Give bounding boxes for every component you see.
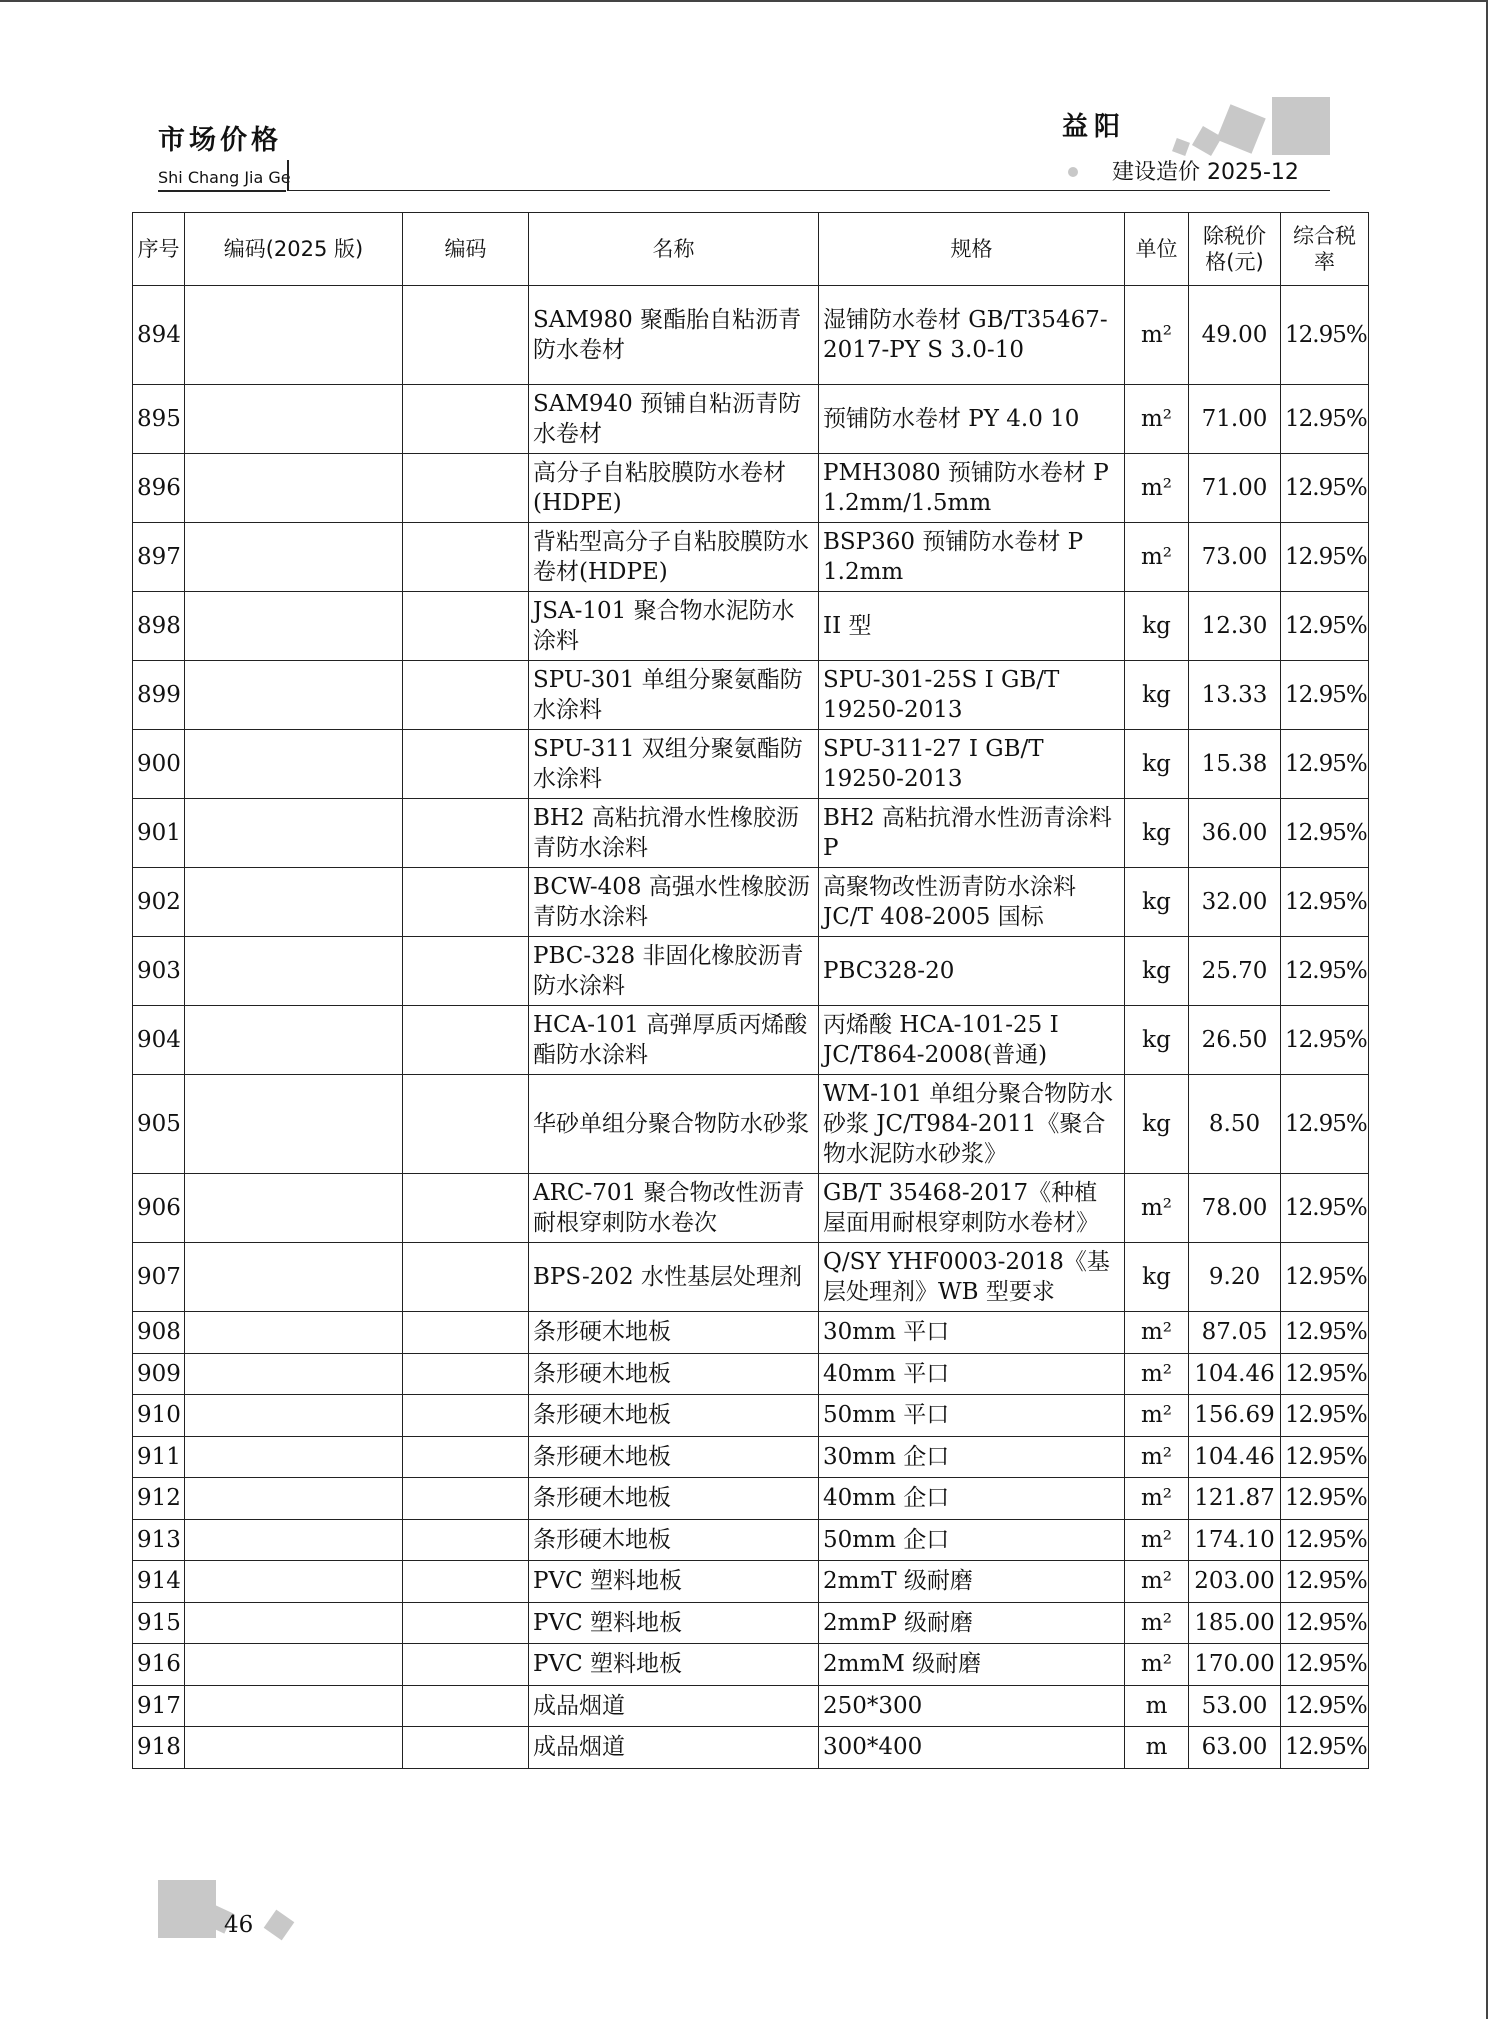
row-no: 899 [133, 661, 185, 730]
row-name: PVC 塑料地板 [529, 1644, 819, 1686]
row-code-2025 [185, 454, 403, 523]
row-price: 104.46 [1189, 1436, 1281, 1478]
header-code-2025: 编码(2025 版) [185, 213, 403, 286]
row-tax-rate: 12.95% [1281, 1006, 1369, 1075]
row-code [403, 1644, 529, 1686]
row-no: 906 [133, 1174, 185, 1243]
row-code-2025 [185, 1075, 403, 1174]
row-name: PVC 塑料地板 [529, 1561, 819, 1603]
row-code-2025 [185, 1644, 403, 1686]
table-row [133, 1075, 1369, 1174]
row-code [403, 1075, 529, 1174]
row-code-2025 [185, 286, 403, 385]
row-name: 条形硬木地板 [529, 1395, 819, 1437]
row-no: 894 [133, 286, 185, 385]
header-tax-rate: 综合税率 [1281, 213, 1369, 286]
row-code-2025 [185, 1174, 403, 1243]
row-code [403, 1436, 529, 1478]
row-no: 901 [133, 799, 185, 868]
table-row [133, 1478, 1369, 1520]
row-no: 915 [133, 1602, 185, 1644]
row-code-2025 [185, 1561, 403, 1603]
row-no: 895 [133, 385, 185, 454]
table-row [133, 661, 1369, 730]
header-price: 除税价格(元) [1189, 213, 1281, 286]
row-tax-rate: 12.95% [1281, 454, 1369, 523]
row-tax-rate: 12.95% [1281, 1685, 1369, 1727]
row-no: 903 [133, 937, 185, 1006]
row-code [403, 661, 529, 730]
row-tax-rate: 12.95% [1281, 799, 1369, 868]
row-price: 185.00 [1189, 1602, 1281, 1644]
row-price: 32.00 [1189, 868, 1281, 937]
row-code-2025 [185, 661, 403, 730]
row-unit: kg [1125, 868, 1189, 937]
row-tax-rate: 12.95% [1281, 592, 1369, 661]
table-row [133, 592, 1369, 661]
table-row [133, 454, 1369, 523]
row-no: 909 [133, 1353, 185, 1395]
row-name: 背粘型高分子自粘胶膜防水卷材(HDPE) [529, 523, 819, 592]
row-code [403, 868, 529, 937]
row-code-2025 [185, 592, 403, 661]
table-row [133, 1602, 1369, 1644]
row-spec: BH2 高粘抗滑水性沥青涂料 P [819, 799, 1125, 868]
row-price: 203.00 [1189, 1561, 1281, 1603]
row-code [403, 592, 529, 661]
row-price: 12.30 [1189, 592, 1281, 661]
row-price: 73.00 [1189, 523, 1281, 592]
row-unit: m² [1125, 1395, 1189, 1437]
table-row [133, 1519, 1369, 1561]
row-price: 49.00 [1189, 286, 1281, 385]
header-rule-main [287, 190, 1330, 191]
row-price: 156.69 [1189, 1395, 1281, 1437]
row-spec: 40mm 平口 [819, 1353, 1125, 1395]
row-unit: m² [1125, 385, 1189, 454]
table-row [133, 1006, 1369, 1075]
row-code-2025 [185, 1243, 403, 1312]
row-name: 成品烟道 [529, 1727, 819, 1769]
row-name: 条形硬木地板 [529, 1519, 819, 1561]
row-unit: kg [1125, 1075, 1189, 1174]
row-tax-rate: 12.95% [1281, 1312, 1369, 1354]
row-name: ARC-701 聚合物改性沥青耐根穿刺防水卷次 [529, 1174, 819, 1243]
issue-label: 建设造价 2025-12 [1112, 160, 1299, 185]
row-spec: 30mm 平口 [819, 1312, 1125, 1354]
page-border-top [0, 0, 1488, 2]
section-pinyin: Shi Chang Jia Ge [158, 168, 291, 187]
row-code [403, 385, 529, 454]
row-no: 911 [133, 1436, 185, 1478]
decorative-dot [1068, 167, 1078, 177]
row-code [403, 1602, 529, 1644]
row-price: 87.05 [1189, 1312, 1281, 1354]
header-rule-left [158, 190, 286, 192]
row-spec: 2mmT 级耐磨 [819, 1561, 1125, 1603]
row-price: 104.46 [1189, 1353, 1281, 1395]
header-name: 名称 [529, 213, 819, 286]
row-price: 71.00 [1189, 454, 1281, 523]
row-spec: 50mm 平口 [819, 1395, 1125, 1437]
decorative-square [264, 1910, 295, 1941]
row-code-2025 [185, 1727, 403, 1769]
row-spec: PBC328-20 [819, 937, 1125, 1006]
row-name: 条形硬木地板 [529, 1436, 819, 1478]
row-tax-rate: 12.95% [1281, 286, 1369, 385]
row-code-2025 [185, 1519, 403, 1561]
row-spec: 30mm 企口 [819, 1436, 1125, 1478]
row-unit: kg [1125, 592, 1189, 661]
row-price: 8.50 [1189, 1075, 1281, 1174]
header-rule-divider [287, 160, 289, 191]
row-code [403, 286, 529, 385]
row-name: JSA-101 聚合物水泥防水涂料 [529, 592, 819, 661]
row-code [403, 1561, 529, 1603]
row-price: 25.70 [1189, 937, 1281, 1006]
row-spec: SPU-301-25S Ⅰ GB/T 19250-2013 [819, 661, 1125, 730]
row-no: 914 [133, 1561, 185, 1603]
row-price: 36.00 [1189, 799, 1281, 868]
table-row [133, 1312, 1369, 1354]
table-row [133, 385, 1369, 454]
row-name: BCW-408 高强水性橡胶沥青防水涂料 [529, 868, 819, 937]
row-code-2025 [185, 1436, 403, 1478]
row-code-2025 [185, 1395, 403, 1437]
row-tax-rate: 12.95% [1281, 1174, 1369, 1243]
table-header-row [133, 213, 1369, 286]
row-code [403, 1727, 529, 1769]
row-price: 13.33 [1189, 661, 1281, 730]
row-code-2025 [185, 1685, 403, 1727]
row-name: 条形硬木地板 [529, 1478, 819, 1520]
row-code [403, 1395, 529, 1437]
row-name: HCA-101 高弹厚质丙烯酸酯防水涂料 [529, 1006, 819, 1075]
row-code-2025 [185, 799, 403, 868]
row-price: 174.10 [1189, 1519, 1281, 1561]
row-price: 9.20 [1189, 1243, 1281, 1312]
row-name: 高分子自粘胶膜防水卷材(HDPE) [529, 454, 819, 523]
row-no: 912 [133, 1478, 185, 1520]
row-tax-rate: 12.95% [1281, 730, 1369, 799]
section-title: 市场价格 [158, 125, 282, 156]
row-price: 15.38 [1189, 730, 1281, 799]
row-code [403, 1353, 529, 1395]
table-row [133, 1395, 1369, 1437]
row-no: 917 [133, 1685, 185, 1727]
row-no: 910 [133, 1395, 185, 1437]
row-spec: 40mm 企口 [819, 1478, 1125, 1520]
row-code-2025 [185, 937, 403, 1006]
row-name: SAM980 聚酯胎自粘沥青防水卷材 [529, 286, 819, 385]
row-name: 条形硬木地板 [529, 1312, 819, 1354]
row-code [403, 730, 529, 799]
price-table [132, 212, 1369, 1769]
row-code [403, 937, 529, 1006]
row-spec: BSP360 预铺防水卷材 P 1.2mm [819, 523, 1125, 592]
row-price: 71.00 [1189, 385, 1281, 454]
row-name: PBC-328 非固化橡胶沥青防水涂料 [529, 937, 819, 1006]
row-unit: m² [1125, 1644, 1189, 1686]
table-row [133, 1561, 1369, 1603]
table-row [133, 1174, 1369, 1243]
row-code-2025 [185, 1312, 403, 1354]
table-row [133, 1243, 1369, 1312]
row-unit: m [1125, 1727, 1189, 1769]
row-no: 900 [133, 730, 185, 799]
row-no: 918 [133, 1727, 185, 1769]
table-row [133, 1644, 1369, 1686]
row-code [403, 1478, 529, 1520]
header-code: 编码 [403, 213, 529, 286]
row-spec: 丙烯酸 HCA-101-25 I JC/T864-2008(普通) [819, 1006, 1125, 1075]
row-price: 53.00 [1189, 1685, 1281, 1727]
row-tax-rate: 12.95% [1281, 661, 1369, 730]
row-name: BPS-202 水性基层处理剂 [529, 1243, 819, 1312]
row-code-2025 [185, 1353, 403, 1395]
row-no: 898 [133, 592, 185, 661]
decorative-square [1172, 138, 1190, 156]
row-price: 78.00 [1189, 1174, 1281, 1243]
row-unit: kg [1125, 1006, 1189, 1075]
row-price: 121.87 [1189, 1478, 1281, 1520]
row-name: SAM940 预铺自粘沥青防水卷材 [529, 385, 819, 454]
row-code-2025 [185, 730, 403, 799]
row-spec: 250*300 [819, 1685, 1125, 1727]
row-code-2025 [185, 868, 403, 937]
row-code [403, 454, 529, 523]
row-tax-rate: 12.95% [1281, 1395, 1369, 1437]
row-spec: 高聚物改性沥青防水涂料 JC/T 408-2005 国标 [819, 868, 1125, 937]
decorative-square [1192, 126, 1222, 156]
row-spec: 300*400 [819, 1727, 1125, 1769]
row-price: 170.00 [1189, 1644, 1281, 1686]
row-spec: 50mm 企口 [819, 1519, 1125, 1561]
row-code [403, 1006, 529, 1075]
row-code [403, 1243, 529, 1312]
row-no: 897 [133, 523, 185, 592]
row-code [403, 1519, 529, 1561]
header-unit: 单位 [1125, 213, 1189, 286]
row-unit: m² [1125, 1436, 1189, 1478]
row-no: 908 [133, 1312, 185, 1354]
row-code-2025 [185, 1602, 403, 1644]
table-row [133, 799, 1369, 868]
table-row [133, 523, 1369, 592]
row-tax-rate: 12.95% [1281, 937, 1369, 1006]
row-tax-rate: 12.95% [1281, 1436, 1369, 1478]
row-name: 条形硬木地板 [529, 1353, 819, 1395]
row-unit: m² [1125, 1602, 1189, 1644]
row-no: 905 [133, 1075, 185, 1174]
row-no: 916 [133, 1644, 185, 1686]
row-tax-rate: 12.95% [1281, 385, 1369, 454]
row-no: 907 [133, 1243, 185, 1312]
row-price: 63.00 [1189, 1727, 1281, 1769]
row-no: 913 [133, 1519, 185, 1561]
row-code [403, 1312, 529, 1354]
row-unit: m² [1125, 1519, 1189, 1561]
header-no: 序号 [133, 213, 185, 286]
row-spec: II 型 [819, 592, 1125, 661]
row-no: 902 [133, 868, 185, 937]
row-code-2025 [185, 523, 403, 592]
city-name: 益阳 [1062, 112, 1127, 142]
row-unit: m² [1125, 1174, 1189, 1243]
row-unit: m² [1125, 1478, 1189, 1520]
row-name: BH2 高粘抗滑水性橡胶沥青防水涂料 [529, 799, 819, 868]
row-tax-rate: 12.95% [1281, 523, 1369, 592]
row-spec: GB/T 35468-2017《种植屋面用耐根穿刺防水卷材》 [819, 1174, 1125, 1243]
decorative-square [1272, 97, 1330, 155]
row-spec: 预铺防水卷材 PY 4.0 10 [819, 385, 1125, 454]
row-unit: m [1125, 1685, 1189, 1727]
row-unit: kg [1125, 1243, 1189, 1312]
table-row [133, 1436, 1369, 1478]
row-spec: WM-101 单组分聚合物防水砂浆 JC/T984-2011《聚合物水泥防水砂浆》 [819, 1075, 1125, 1174]
table-row [133, 868, 1369, 937]
row-no: 904 [133, 1006, 185, 1075]
row-name: 华砂单组分聚合物防水砂浆 [529, 1075, 819, 1174]
table-row [133, 1727, 1369, 1769]
row-no: 896 [133, 454, 185, 523]
row-code-2025 [185, 1006, 403, 1075]
row-code [403, 799, 529, 868]
row-tax-rate: 12.95% [1281, 1519, 1369, 1561]
row-code [403, 1685, 529, 1727]
row-spec: 湿铺防水卷材 GB/T35467-2017-PY S 3.0-10 [819, 286, 1125, 385]
header-spec: 规格 [819, 213, 1125, 286]
row-tax-rate: 12.95% [1281, 1478, 1369, 1520]
row-tax-rate: 12.95% [1281, 1353, 1369, 1395]
row-unit: kg [1125, 937, 1189, 1006]
row-spec: SPU-311-27 Ⅰ GB/T 19250-2013 [819, 730, 1125, 799]
row-name: SPU-301 单组分聚氨酯防水涂料 [529, 661, 819, 730]
page-number: 46 [224, 1912, 254, 1938]
row-code [403, 523, 529, 592]
table-row [133, 286, 1369, 385]
row-unit: m² [1125, 1312, 1189, 1354]
row-code-2025 [185, 1478, 403, 1520]
row-code [403, 1174, 529, 1243]
row-unit: kg [1125, 799, 1189, 868]
table-row [133, 1685, 1369, 1727]
row-name: 成品烟道 [529, 1685, 819, 1727]
row-unit: m² [1125, 1561, 1189, 1603]
row-unit: kg [1125, 730, 1189, 799]
row-tax-rate: 12.95% [1281, 1075, 1369, 1174]
row-tax-rate: 12.95% [1281, 1602, 1369, 1644]
row-name: PVC 塑料地板 [529, 1602, 819, 1644]
table-row [133, 1353, 1369, 1395]
table-row [133, 937, 1369, 1006]
row-spec: 2mmP 级耐磨 [819, 1602, 1125, 1644]
row-tax-rate: 12.95% [1281, 1727, 1369, 1769]
row-code-2025 [185, 385, 403, 454]
row-spec: PMH3080 预铺防水卷材 P 1.2mm/1.5mm [819, 454, 1125, 523]
row-unit: m² [1125, 523, 1189, 592]
row-spec: Q/SY YHF0003-2018《基层处理剂》WB 型要求 [819, 1243, 1125, 1312]
row-name: SPU-311 双组分聚氨酯防水涂料 [529, 730, 819, 799]
table-row [133, 730, 1369, 799]
row-unit: m² [1125, 454, 1189, 523]
row-price: 26.50 [1189, 1006, 1281, 1075]
row-unit: m² [1125, 1353, 1189, 1395]
row-spec: 2mmM 级耐磨 [819, 1644, 1125, 1686]
row-tax-rate: 12.95% [1281, 1561, 1369, 1603]
row-tax-rate: 12.95% [1281, 868, 1369, 937]
row-tax-rate: 12.95% [1281, 1644, 1369, 1686]
row-unit: m² [1125, 286, 1189, 385]
row-tax-rate: 12.95% [1281, 1243, 1369, 1312]
decorative-square [1216, 104, 1265, 153]
row-unit: kg [1125, 661, 1189, 730]
decorative-square [158, 1880, 216, 1938]
